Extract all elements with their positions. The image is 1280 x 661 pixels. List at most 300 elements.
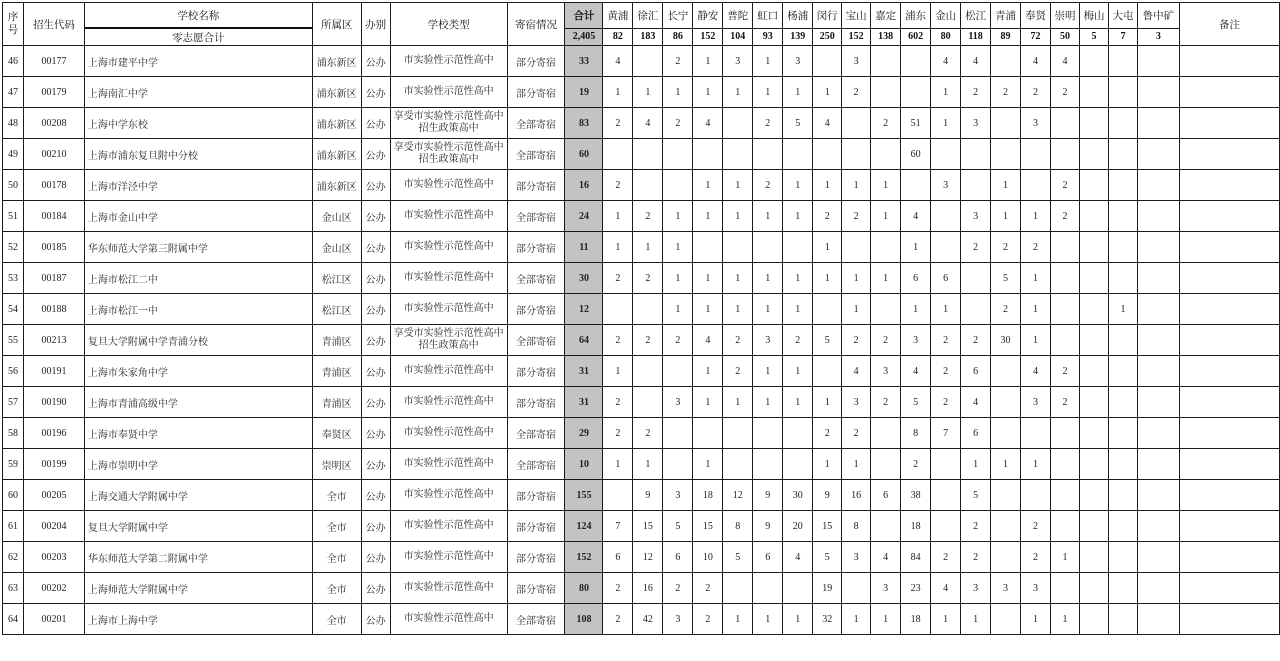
region-count-cell bbox=[663, 139, 693, 170]
region-count-cell: 1 bbox=[783, 604, 813, 635]
region-count-cell: 6 bbox=[603, 542, 633, 573]
remarks-cell bbox=[1179, 170, 1279, 201]
region-count-cell bbox=[1137, 77, 1179, 108]
school-type-cell: 市实验性示范性高中 bbox=[390, 573, 507, 604]
region-count-cell: 2 bbox=[693, 604, 723, 635]
region-count-cell: 1 bbox=[693, 201, 723, 232]
region-count-cell: 1 bbox=[663, 294, 693, 325]
region-count-cell: 1 bbox=[663, 201, 693, 232]
region-count-cell bbox=[1137, 356, 1179, 387]
region-count-cell: 1 bbox=[1021, 604, 1051, 635]
region-count-cell bbox=[1050, 139, 1079, 170]
region-count-cell: 1 bbox=[693, 387, 723, 418]
region-count-cell: 2 bbox=[603, 387, 633, 418]
table-row bbox=[3, 542, 1280, 573]
remarks-cell bbox=[1179, 573, 1279, 604]
region-header: 青浦 bbox=[991, 3, 1021, 29]
region-total-value: 118 bbox=[961, 28, 991, 46]
region-count-cell: 4 bbox=[961, 387, 991, 418]
school-type-cell: 享受市实验性示范性高中招生政策高中 bbox=[390, 139, 507, 170]
region-header: 普陀 bbox=[723, 3, 753, 29]
region-count-cell bbox=[901, 77, 931, 108]
region-count-cell bbox=[871, 232, 901, 263]
table-row bbox=[3, 449, 1280, 480]
region-count-cell: 2 bbox=[1050, 170, 1079, 201]
region-count-cell bbox=[1108, 263, 1137, 294]
region-count-cell bbox=[871, 511, 901, 542]
region-count-cell: 30 bbox=[783, 480, 813, 511]
region-count-cell bbox=[1108, 77, 1137, 108]
seq-cell: 54 bbox=[3, 294, 24, 325]
region-header: 长宁 bbox=[663, 3, 693, 29]
region-count-cell: 1 bbox=[901, 294, 931, 325]
region-count-cell bbox=[842, 573, 871, 604]
ownership-cell: 公办 bbox=[361, 418, 390, 449]
region-count-cell bbox=[1108, 604, 1137, 635]
ownership-cell: 公办 bbox=[361, 511, 390, 542]
region-count-cell: 1 bbox=[1021, 325, 1051, 356]
region-count-cell: 7 bbox=[603, 511, 633, 542]
region-count-cell: 1 bbox=[842, 449, 871, 480]
region-count-cell: 2 bbox=[961, 77, 991, 108]
region-count-cell: 2 bbox=[991, 294, 1021, 325]
region-count-cell: 3 bbox=[1021, 387, 1051, 418]
total-cell: 108 bbox=[565, 604, 603, 635]
region-count-cell: 1 bbox=[783, 263, 813, 294]
region-count-cell: 1 bbox=[783, 387, 813, 418]
region-count-cell bbox=[991, 139, 1021, 170]
region-count-cell bbox=[1050, 294, 1079, 325]
region-count-cell: 4 bbox=[842, 356, 871, 387]
region-count-cell: 2 bbox=[603, 573, 633, 604]
code-cell: 00208 bbox=[23, 108, 84, 139]
region-count-cell: 4 bbox=[603, 46, 633, 77]
region-count-cell: 1 bbox=[842, 263, 871, 294]
region-count-cell: 1 bbox=[783, 170, 813, 201]
region-count-cell bbox=[1079, 170, 1108, 201]
region-count-cell: 1 bbox=[663, 77, 693, 108]
remarks-cell bbox=[1179, 356, 1279, 387]
region-header: 松江 bbox=[961, 3, 991, 29]
region-count-cell: 1 bbox=[693, 263, 723, 294]
region-count-cell bbox=[1137, 573, 1179, 604]
region-count-cell bbox=[1137, 170, 1179, 201]
region-count-cell bbox=[603, 480, 633, 511]
region-count-cell: 4 bbox=[901, 201, 931, 232]
remarks-cell bbox=[1179, 108, 1279, 139]
region-count-cell bbox=[1137, 449, 1179, 480]
region-total-value: 86 bbox=[663, 28, 693, 46]
zero-total-label: 零志愿合计 bbox=[84, 28, 312, 46]
region-count-cell: 1 bbox=[871, 201, 901, 232]
region-count-cell: 2 bbox=[633, 201, 663, 232]
region-count-cell: 2 bbox=[901, 449, 931, 480]
school-name-cell: 上海市建平中学 bbox=[84, 46, 312, 77]
region-count-cell: 18 bbox=[901, 604, 931, 635]
boarding-cell: 全部寄宿 bbox=[507, 201, 565, 232]
region-count-cell bbox=[1079, 511, 1108, 542]
region-count-cell: 1 bbox=[753, 387, 783, 418]
region-count-cell bbox=[663, 449, 693, 480]
region-count-cell bbox=[663, 418, 693, 449]
total-cell: 30 bbox=[565, 263, 603, 294]
district-cell: 全市 bbox=[312, 573, 361, 604]
boarding-cell: 部分寄宿 bbox=[507, 573, 565, 604]
school-type-cell: 市实验性示范性高中 bbox=[390, 356, 507, 387]
region-count-cell: 2 bbox=[1050, 356, 1079, 387]
school-name-cell: 上海师范大学附属中学 bbox=[84, 573, 312, 604]
region-count-cell bbox=[1137, 263, 1179, 294]
region-count-cell: 1 bbox=[633, 232, 663, 263]
region-count-cell bbox=[842, 232, 871, 263]
school-type-cell: 市实验性示范性高中 bbox=[390, 232, 507, 263]
region-count-cell bbox=[1137, 294, 1179, 325]
region-count-cell bbox=[663, 170, 693, 201]
total-cell: 12 bbox=[565, 294, 603, 325]
region-count-cell: 2 bbox=[961, 542, 991, 573]
region-count-cell: 5 bbox=[723, 542, 753, 573]
region-count-cell bbox=[991, 46, 1021, 77]
region-count-cell bbox=[813, 356, 842, 387]
district-cell: 全市 bbox=[312, 480, 361, 511]
region-count-cell bbox=[753, 573, 783, 604]
region-count-cell: 5 bbox=[783, 108, 813, 139]
region-count-cell: 6 bbox=[961, 356, 991, 387]
region-total-value: 3 bbox=[1137, 28, 1179, 46]
region-count-cell: 3 bbox=[1021, 108, 1051, 139]
school-name-cell: 上海市松江一中 bbox=[84, 294, 312, 325]
region-count-cell: 1 bbox=[693, 294, 723, 325]
school-type-cell: 市实验性示范性高中 bbox=[390, 480, 507, 511]
region-count-cell: 4 bbox=[931, 573, 961, 604]
region-count-cell: 2 bbox=[813, 201, 842, 232]
region-count-cell: 38 bbox=[901, 480, 931, 511]
region-count-cell: 1 bbox=[1021, 449, 1051, 480]
region-count-cell bbox=[633, 294, 663, 325]
region-header: 鲁中矿 bbox=[1137, 3, 1179, 29]
region-count-cell: 1 bbox=[603, 232, 633, 263]
region-count-cell bbox=[1079, 542, 1108, 573]
ownership-cell: 公办 bbox=[361, 542, 390, 573]
region-count-cell: 12 bbox=[723, 480, 753, 511]
total-cell: 64 bbox=[565, 325, 603, 356]
region-count-cell: 18 bbox=[693, 480, 723, 511]
region-count-cell bbox=[1108, 46, 1137, 77]
region-count-cell: 1 bbox=[991, 449, 1021, 480]
ownership-cell: 公办 bbox=[361, 139, 390, 170]
region-count-cell bbox=[1137, 108, 1179, 139]
region-count-cell bbox=[901, 46, 931, 77]
region-count-cell: 1 bbox=[783, 77, 813, 108]
region-count-cell: 2 bbox=[723, 356, 753, 387]
region-count-cell: 1 bbox=[842, 604, 871, 635]
total-cell: 60 bbox=[565, 139, 603, 170]
region-count-cell bbox=[603, 139, 633, 170]
region-total-value: 72 bbox=[1021, 28, 1051, 46]
school-name-cell: 上海市奉贤中学 bbox=[84, 418, 312, 449]
region-header: 浦东 bbox=[901, 3, 931, 29]
region-count-cell bbox=[693, 139, 723, 170]
table-row bbox=[3, 263, 1280, 294]
region-count-cell: 2 bbox=[931, 542, 961, 573]
region-total-value: 183 bbox=[633, 28, 663, 46]
region-count-cell bbox=[633, 139, 663, 170]
seq-cell: 46 bbox=[3, 46, 24, 77]
remarks-cell bbox=[1179, 542, 1279, 573]
remarks-cell bbox=[1179, 263, 1279, 294]
seq-cell: 49 bbox=[3, 139, 24, 170]
district-cell: 浦东新区 bbox=[312, 139, 361, 170]
region-count-cell: 1 bbox=[693, 170, 723, 201]
boarding-cell: 全部寄宿 bbox=[507, 604, 565, 635]
region-count-cell bbox=[1050, 263, 1079, 294]
region-count-cell bbox=[693, 418, 723, 449]
school-name-cell: 上海南汇中学 bbox=[84, 77, 312, 108]
region-count-cell: 2 bbox=[931, 325, 961, 356]
region-count-cell: 4 bbox=[783, 542, 813, 573]
region-count-cell bbox=[813, 139, 842, 170]
region-count-cell bbox=[1079, 232, 1108, 263]
region-count-cell: 15 bbox=[633, 511, 663, 542]
region-count-cell: 4 bbox=[813, 108, 842, 139]
code-cell: 00190 bbox=[23, 387, 84, 418]
remarks-cell bbox=[1179, 325, 1279, 356]
region-count-cell: 2 bbox=[871, 108, 901, 139]
region-count-cell bbox=[723, 108, 753, 139]
region-count-cell bbox=[723, 139, 753, 170]
ownership-cell: 公办 bbox=[361, 294, 390, 325]
seq-cell: 48 bbox=[3, 108, 24, 139]
region-count-cell: 1 bbox=[871, 263, 901, 294]
school-name-cell: 上海市金山中学 bbox=[84, 201, 312, 232]
seq-cell: 58 bbox=[3, 418, 24, 449]
region-count-cell: 2 bbox=[723, 325, 753, 356]
region-count-cell bbox=[1108, 542, 1137, 573]
total-header: 合计 bbox=[565, 3, 603, 29]
code-cell: 00203 bbox=[23, 542, 84, 573]
region-count-cell: 2 bbox=[603, 325, 633, 356]
region-total-value: 138 bbox=[871, 28, 901, 46]
region-count-cell: 1 bbox=[603, 77, 633, 108]
table-row bbox=[3, 201, 1280, 232]
region-count-cell bbox=[842, 108, 871, 139]
region-count-cell: 3 bbox=[871, 356, 901, 387]
total-cell: 31 bbox=[565, 356, 603, 387]
region-count-cell: 4 bbox=[693, 325, 723, 356]
seq-cell: 62 bbox=[3, 542, 24, 573]
region-count-cell: 5 bbox=[901, 387, 931, 418]
school-type-cell: 市实验性示范性高中 bbox=[390, 294, 507, 325]
region-count-cell bbox=[1050, 108, 1079, 139]
region-count-cell: 4 bbox=[1050, 46, 1079, 77]
region-count-cell bbox=[931, 449, 961, 480]
school-name-cell: 华东师范大学第三附属中学 bbox=[84, 232, 312, 263]
region-count-cell: 1 bbox=[783, 294, 813, 325]
region-count-cell bbox=[931, 511, 961, 542]
region-count-cell: 6 bbox=[961, 418, 991, 449]
table-row bbox=[3, 170, 1280, 201]
table-row bbox=[3, 387, 1280, 418]
region-count-cell: 3 bbox=[723, 46, 753, 77]
total-cell: 24 bbox=[565, 201, 603, 232]
region-count-cell: 1 bbox=[753, 201, 783, 232]
region-count-cell bbox=[961, 294, 991, 325]
region-count-cell bbox=[753, 449, 783, 480]
header-row bbox=[3, 3, 1280, 29]
region-total-value: 139 bbox=[783, 28, 813, 46]
enrollment-table bbox=[2, 2, 1280, 635]
seq-cell: 63 bbox=[3, 573, 24, 604]
region-count-cell: 1 bbox=[753, 77, 783, 108]
district-cell: 青浦区 bbox=[312, 387, 361, 418]
region-count-cell bbox=[663, 356, 693, 387]
region-count-cell: 1 bbox=[753, 356, 783, 387]
ownership-cell: 公办 bbox=[361, 480, 390, 511]
region-count-cell bbox=[1050, 511, 1079, 542]
region-count-cell: 1 bbox=[693, 356, 723, 387]
ownership-header: 办别 bbox=[361, 3, 390, 46]
region-count-cell: 15 bbox=[813, 511, 842, 542]
table-row bbox=[3, 418, 1280, 449]
region-count-cell: 2 bbox=[1021, 232, 1051, 263]
region-count-cell: 7 bbox=[931, 418, 961, 449]
region-count-cell bbox=[813, 294, 842, 325]
region-count-cell bbox=[1108, 201, 1137, 232]
region-count-cell: 8 bbox=[842, 511, 871, 542]
region-count-cell bbox=[1079, 77, 1108, 108]
region-count-cell bbox=[931, 480, 961, 511]
boarding-cell: 部分寄宿 bbox=[507, 542, 565, 573]
region-count-cell: 2 bbox=[663, 108, 693, 139]
table-row bbox=[3, 573, 1280, 604]
remarks-header: 备注 bbox=[1179, 3, 1279, 46]
region-count-cell bbox=[961, 139, 991, 170]
region-count-cell: 2 bbox=[663, 573, 693, 604]
region-count-cell: 3 bbox=[753, 325, 783, 356]
remarks-cell bbox=[1179, 387, 1279, 418]
region-count-cell: 1 bbox=[663, 232, 693, 263]
region-count-cell bbox=[1137, 480, 1179, 511]
region-count-cell: 5 bbox=[991, 263, 1021, 294]
region-count-cell bbox=[1108, 325, 1137, 356]
region-count-cell bbox=[1137, 46, 1179, 77]
table-row bbox=[3, 139, 1280, 170]
enrollment-table-container bbox=[2, 2, 1280, 635]
school-name-cell: 上海中学东校 bbox=[84, 108, 312, 139]
region-count-cell: 2 bbox=[633, 325, 663, 356]
region-count-cell: 1 bbox=[693, 46, 723, 77]
region-count-cell bbox=[1050, 449, 1079, 480]
table-row bbox=[3, 46, 1280, 77]
region-count-cell bbox=[991, 418, 1021, 449]
school-type-cell: 市实验性示范性高中 bbox=[390, 387, 507, 418]
region-count-cell: 2 bbox=[1021, 77, 1051, 108]
region-count-cell bbox=[1079, 573, 1108, 604]
region-header: 静安 bbox=[693, 3, 723, 29]
region-count-cell: 5 bbox=[663, 511, 693, 542]
code-cell: 00185 bbox=[23, 232, 84, 263]
region-count-cell bbox=[1137, 325, 1179, 356]
table-row bbox=[3, 294, 1280, 325]
code-cell: 00188 bbox=[23, 294, 84, 325]
code-cell: 00191 bbox=[23, 356, 84, 387]
ownership-cell: 公办 bbox=[361, 449, 390, 480]
district-cell: 崇明区 bbox=[312, 449, 361, 480]
region-count-cell bbox=[693, 232, 723, 263]
region-count-cell: 9 bbox=[633, 480, 663, 511]
boarding-cell: 全部寄宿 bbox=[507, 108, 565, 139]
region-count-cell bbox=[753, 418, 783, 449]
region-count-cell: 4 bbox=[1021, 46, 1051, 77]
region-count-cell: 3 bbox=[961, 108, 991, 139]
region-count-cell: 5 bbox=[961, 480, 991, 511]
region-count-cell bbox=[991, 604, 1021, 635]
region-count-cell bbox=[1108, 387, 1137, 418]
school-name-cell: 上海市浦东复旦附中分校 bbox=[84, 139, 312, 170]
region-count-cell: 2 bbox=[603, 108, 633, 139]
region-count-cell bbox=[991, 108, 1021, 139]
ownership-cell: 公办 bbox=[361, 387, 390, 418]
code-cell: 00177 bbox=[23, 46, 84, 77]
region-count-cell: 2 bbox=[842, 418, 871, 449]
district-cell: 浦东新区 bbox=[312, 46, 361, 77]
region-count-cell bbox=[1050, 418, 1079, 449]
seq-cell: 64 bbox=[3, 604, 24, 635]
region-count-cell: 30 bbox=[991, 325, 1021, 356]
region-count-cell: 1 bbox=[753, 294, 783, 325]
region-count-cell: 2 bbox=[633, 418, 663, 449]
region-count-cell: 1 bbox=[931, 294, 961, 325]
region-count-cell bbox=[1137, 542, 1179, 573]
region-count-cell: 3 bbox=[783, 46, 813, 77]
region-count-cell: 3 bbox=[1021, 573, 1051, 604]
region-count-cell bbox=[1079, 294, 1108, 325]
school-name-cell: 上海市朱家角中学 bbox=[84, 356, 312, 387]
region-count-cell bbox=[1021, 480, 1051, 511]
region-count-cell bbox=[931, 201, 961, 232]
region-count-cell: 5 bbox=[813, 542, 842, 573]
region-count-cell bbox=[1079, 263, 1108, 294]
region-count-cell: 6 bbox=[901, 263, 931, 294]
region-count-cell bbox=[1108, 356, 1137, 387]
region-header: 梅山 bbox=[1079, 3, 1108, 29]
region-count-cell bbox=[991, 511, 1021, 542]
region-count-cell: 4 bbox=[693, 108, 723, 139]
table-row bbox=[3, 480, 1280, 511]
region-header: 崇明 bbox=[1050, 3, 1079, 29]
boarding-cell: 全部寄宿 bbox=[507, 139, 565, 170]
ownership-cell: 公办 bbox=[361, 356, 390, 387]
region-total-value: 7 bbox=[1108, 28, 1137, 46]
region-count-cell bbox=[1079, 108, 1108, 139]
school-name-cell: 华东师范大学第二附属中学 bbox=[84, 542, 312, 573]
boarding-cell: 全部寄宿 bbox=[507, 449, 565, 480]
region-count-cell: 2 bbox=[603, 170, 633, 201]
region-count-cell bbox=[1108, 480, 1137, 511]
region-count-cell bbox=[1079, 46, 1108, 77]
region-count-cell: 2 bbox=[842, 77, 871, 108]
region-count-cell: 2 bbox=[603, 263, 633, 294]
total-cell: 31 bbox=[565, 387, 603, 418]
region-count-cell bbox=[1050, 573, 1079, 604]
region-count-cell bbox=[931, 139, 961, 170]
region-count-cell: 1 bbox=[871, 170, 901, 201]
district-cell: 金山区 bbox=[312, 201, 361, 232]
boarding-cell: 部分寄宿 bbox=[507, 294, 565, 325]
total-cell: 16 bbox=[565, 170, 603, 201]
region-count-cell bbox=[1137, 387, 1179, 418]
region-count-cell: 1 bbox=[603, 356, 633, 387]
